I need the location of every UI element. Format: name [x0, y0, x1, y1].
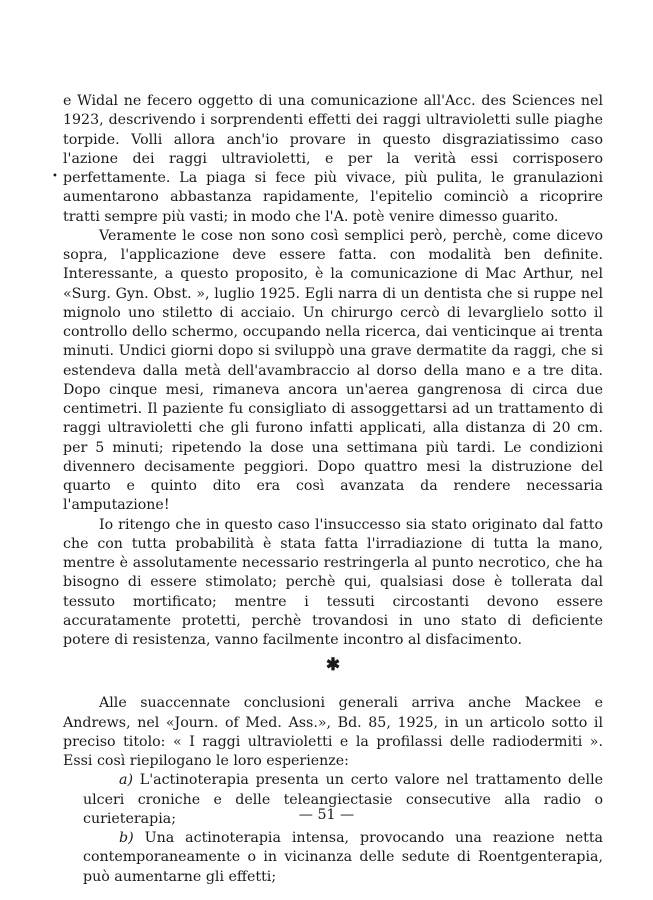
paragraph-3: Io ritengo che in questo caso l'insuccesso sia stato originato dal fatto che con tutta probabilità è stata fatta l'irradiazione di tutta la mano, mentre è assolutamente necessario restringerla al punto necrotico, che ha bisogno di essere stimolato; perchè qui, qualsiasi dose è tollerata dal tessuto mortificato; mentre i tessuti circostanti devono essere accuratamente protetti, perchè trovandosi in uno stato di deficiente potere di resistenza, vanno facilmente incontro al disfacimento. [63, 516, 603, 648]
list-item-b [63, 829, 603, 887]
list-text-b: Una actinoterapia intensa, provocando una reazione netta contemporaneamente o in vicinanza delle sedute di Roentgenterapia, può aumentarne gli effetti; [83, 830, 603, 885]
list-marker-b: b) [119, 830, 134, 846]
page-body [63, 92, 603, 887]
paragraph-1: e Widal ne fecero oggetto di una comunicazione all'Acc. des Sciences nel 1923, descrivendo i sorprendenti effetti dei raggi ultravioletti sulle piaghe torpide. Volli allora anch'io provare in questo disgraziatissimo caso l'azione dei raggi ultravioletti, e per la verità essi corrisposero perfettamente. La piaga si fece più vivace, più pulita, le granulazioni aumentarono abbastanza rapidamente, l'epitelio cominciò a ricoprire tratti sempre più vasti; in modo che l'A. potè venire dimesso guarito. [63, 93, 603, 225]
list-text-a: L'actinoterapia presenta un certo valore nel trattamento delle ulceri croniche e delle teleangiectasie consecutive alla radio o curieterapia; [83, 772, 603, 827]
paragraph-4: Alle suaccennate conclusioni generali arriva anche Mackee e Andrews, nel «Journ. of Med. Ass.», Bd. 85, 1925, in un articolo sotto il preciso titolo: « I raggi ultravioletti e la profilassi delle radiodermiti ». Essi così riepilogano le loro esperienze: [63, 695, 603, 769]
list-marker-a: a) [119, 772, 133, 789]
section-separator: ✱ [325, 655, 341, 676]
margin-dot: • [52, 171, 58, 182]
page-number: — 51 — [298, 807, 355, 823]
paragraph-2: Veramente le cose non sono così semplici però, perchè, come dicevo sopra, l'applicazione deve essere fatta. con modalità ben definite. Interessante, a questo proposito, è la comunicazione di Mac Arthur, nel «Surg. Gyn. Obst. », luglio 1925. Egli narra di un dentista che si ruppe nel mignolo uno stiletto di acciaio. Un chirurgo cercò di levarglielo sotto il controllo dello schermo, occupando nella ricerca, dai venticinque ai trenta minuti. Undici giorni dopo si sviluppò una grave dermatite da raggi, che si estendeva dalla metà dell'avambraccio al dorso della mano e a tre dita. Dopo cinque mesi, rimaneva ancora un'aerea gangrenosa di circa due centimetri. Il paziente fu consigliato di assoggettarsi ad un trattamento di raggi ultravioletti che gli furono infatti applicati, alla distanza di 20 cm. per 5 minuti; ripetendo la dose una settimana più tardi. Le condizioni divennero decisamente peggiori. Dopo quattro mesi la distruzione del quarto e quinto dito era così avanzata da rendere necessaria l'amputazione! [63, 227, 603, 514]
